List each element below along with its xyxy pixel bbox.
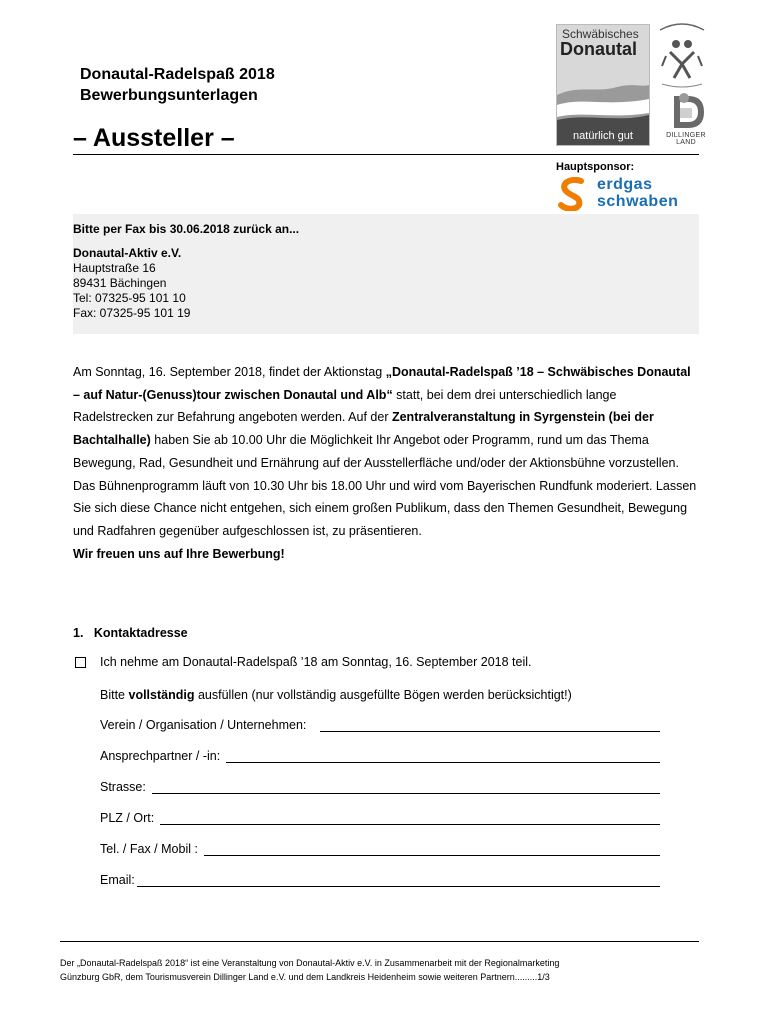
sponsor-line2: schwaben bbox=[597, 193, 679, 210]
field-label: Tel. / Fax / Mobil : bbox=[100, 842, 198, 856]
field-phone[interactable] bbox=[100, 842, 660, 856]
field-line[interactable] bbox=[320, 719, 660, 732]
field-line[interactable] bbox=[152, 781, 660, 794]
field-line[interactable] bbox=[160, 812, 660, 825]
footer-line-2: Günzburg GbR, dem Tourismusverein Dillinger Land e.V. und dem Landkreis Heidenheim sowie weiteren Partnern.........1/3 bbox=[60, 972, 550, 982]
document-title bbox=[80, 64, 275, 106]
field-zip-city[interactable] bbox=[100, 811, 660, 825]
intro-text-1: Am Sonntag, 16. September 2018, findet der Aktionstag bbox=[73, 365, 386, 379]
title-line-2: Bewerbungsunterlagen bbox=[80, 87, 258, 104]
sponsor-line1: erdgas bbox=[597, 176, 653, 193]
instr-bold: vollständig bbox=[128, 688, 195, 702]
donautal-logo bbox=[556, 24, 650, 146]
fax-heading: Bitte per Fax bis 30.06.2018 zurück an... bbox=[73, 222, 300, 236]
donautal-logo-tagline: natürlich gut bbox=[573, 130, 633, 142]
d-letter-icon bbox=[658, 90, 714, 132]
org-tel: Tel: 07325-95 101 10 bbox=[73, 291, 186, 305]
field-label: PLZ / Ort: bbox=[100, 811, 155, 825]
field-label: Ansprechpartner / -in: bbox=[100, 749, 221, 763]
field-organisation[interactable] bbox=[100, 718, 660, 732]
header-divider bbox=[73, 154, 699, 155]
field-label: Verein / Organisation / Unternehmen: bbox=[100, 718, 307, 732]
field-label: Email: bbox=[100, 873, 135, 887]
landscape-graphic bbox=[557, 25, 649, 145]
sponsor-label: Hauptsponsor: bbox=[556, 161, 635, 173]
erdgas-schwaben-logo bbox=[555, 175, 710, 211]
donautal-logo-line2: Donautal bbox=[560, 39, 638, 59]
event-name: „Donautal-Radelspaß ’18 – Schwäbisches Donautal – auf Natur-(Genuss)tour zwischen Donautal und Alb“ bbox=[73, 365, 691, 402]
org-street: Hauptstraße 16 bbox=[73, 261, 156, 275]
instr-pre: Bitte bbox=[100, 688, 129, 702]
donautal-logo-line1: Schwäbisches bbox=[562, 27, 639, 41]
intro-paragraph bbox=[73, 361, 699, 565]
footer-divider bbox=[60, 941, 699, 942]
flame-s-icon bbox=[555, 175, 591, 211]
footer-line-1: Der „Donautal-Radelspaß 2018“ ist eine Veranstaltung von Donautal-Aktiv e.V. in Zusammenarbeit mit der Regionalmarketing bbox=[60, 958, 560, 968]
instr-post: ausfüllen (nur vollständig ausgefüllte Bögen werden berücksichtigt!) bbox=[194, 688, 572, 702]
org-city: 89431 Bächingen bbox=[73, 276, 167, 290]
participation-checkbox[interactable] bbox=[75, 657, 86, 668]
figures-icon bbox=[652, 20, 712, 90]
main-heading: – Aussteller – bbox=[73, 124, 235, 152]
org-fax: Fax: 07325-95 101 19 bbox=[73, 306, 191, 320]
field-street[interactable] bbox=[100, 780, 660, 794]
fill-instruction bbox=[100, 688, 572, 702]
regional-emblem-logo bbox=[652, 20, 712, 90]
field-line[interactable] bbox=[226, 750, 660, 763]
title-line-1: Donautal-Radelspaß 2018 bbox=[80, 66, 275, 83]
field-line[interactable] bbox=[204, 843, 660, 856]
intro-text-3: haben Sie ab 10.00 Uhr die Möglichkeit Ihr Angebot oder Programm, rund um das Thema Bewegung, Rad, Gesundheit und Ernährung auf der Ausstellerfläche und/oder der Aktionsbühne vorzustellen. Das Bühnenprogramm läuft von 10.30 Uhr bis 18.00 Uhr und wird vom Bayerischen Rundfunk moderiert. Lassen Sie sich diese Chance nicht entgehen, sich einem großen Publikum, dass den Themen Gesundheit, Bewegung und Radfahren gegenüber aufgeschlossen ist, zu präsentieren. bbox=[73, 433, 697, 538]
footer-note bbox=[60, 956, 710, 984]
field-contact-person[interactable] bbox=[100, 749, 660, 763]
org-name: Donautal-Aktiv e.V. bbox=[73, 246, 182, 260]
field-label: Strasse: bbox=[100, 780, 146, 794]
section-heading-contact: 1. Kontaktadresse bbox=[73, 626, 188, 640]
intro-text-2: statt, bei dem drei unterschiedlich lange Radelstrecken zur Befahrung angeboten werden. Auf der bbox=[73, 387, 617, 425]
field-email[interactable] bbox=[100, 873, 660, 887]
venue-name: Zentralveranstaltung in Syrgenstein (bei der Bachtalhalle) bbox=[73, 410, 654, 448]
closing-line: Wir freuen uns auf Ihre Bewerbung! bbox=[73, 546, 285, 561]
dillinger-land-logo bbox=[658, 90, 714, 146]
participation-label: Ich nehme am Donautal-Radelspaß ’18 am Sonntag, 16. September 2018 teil. bbox=[100, 655, 532, 669]
dillinger-land-caption: DILLINGER LAND bbox=[666, 132, 706, 146]
fax-address-box bbox=[73, 214, 699, 334]
field-line[interactable] bbox=[137, 874, 660, 887]
